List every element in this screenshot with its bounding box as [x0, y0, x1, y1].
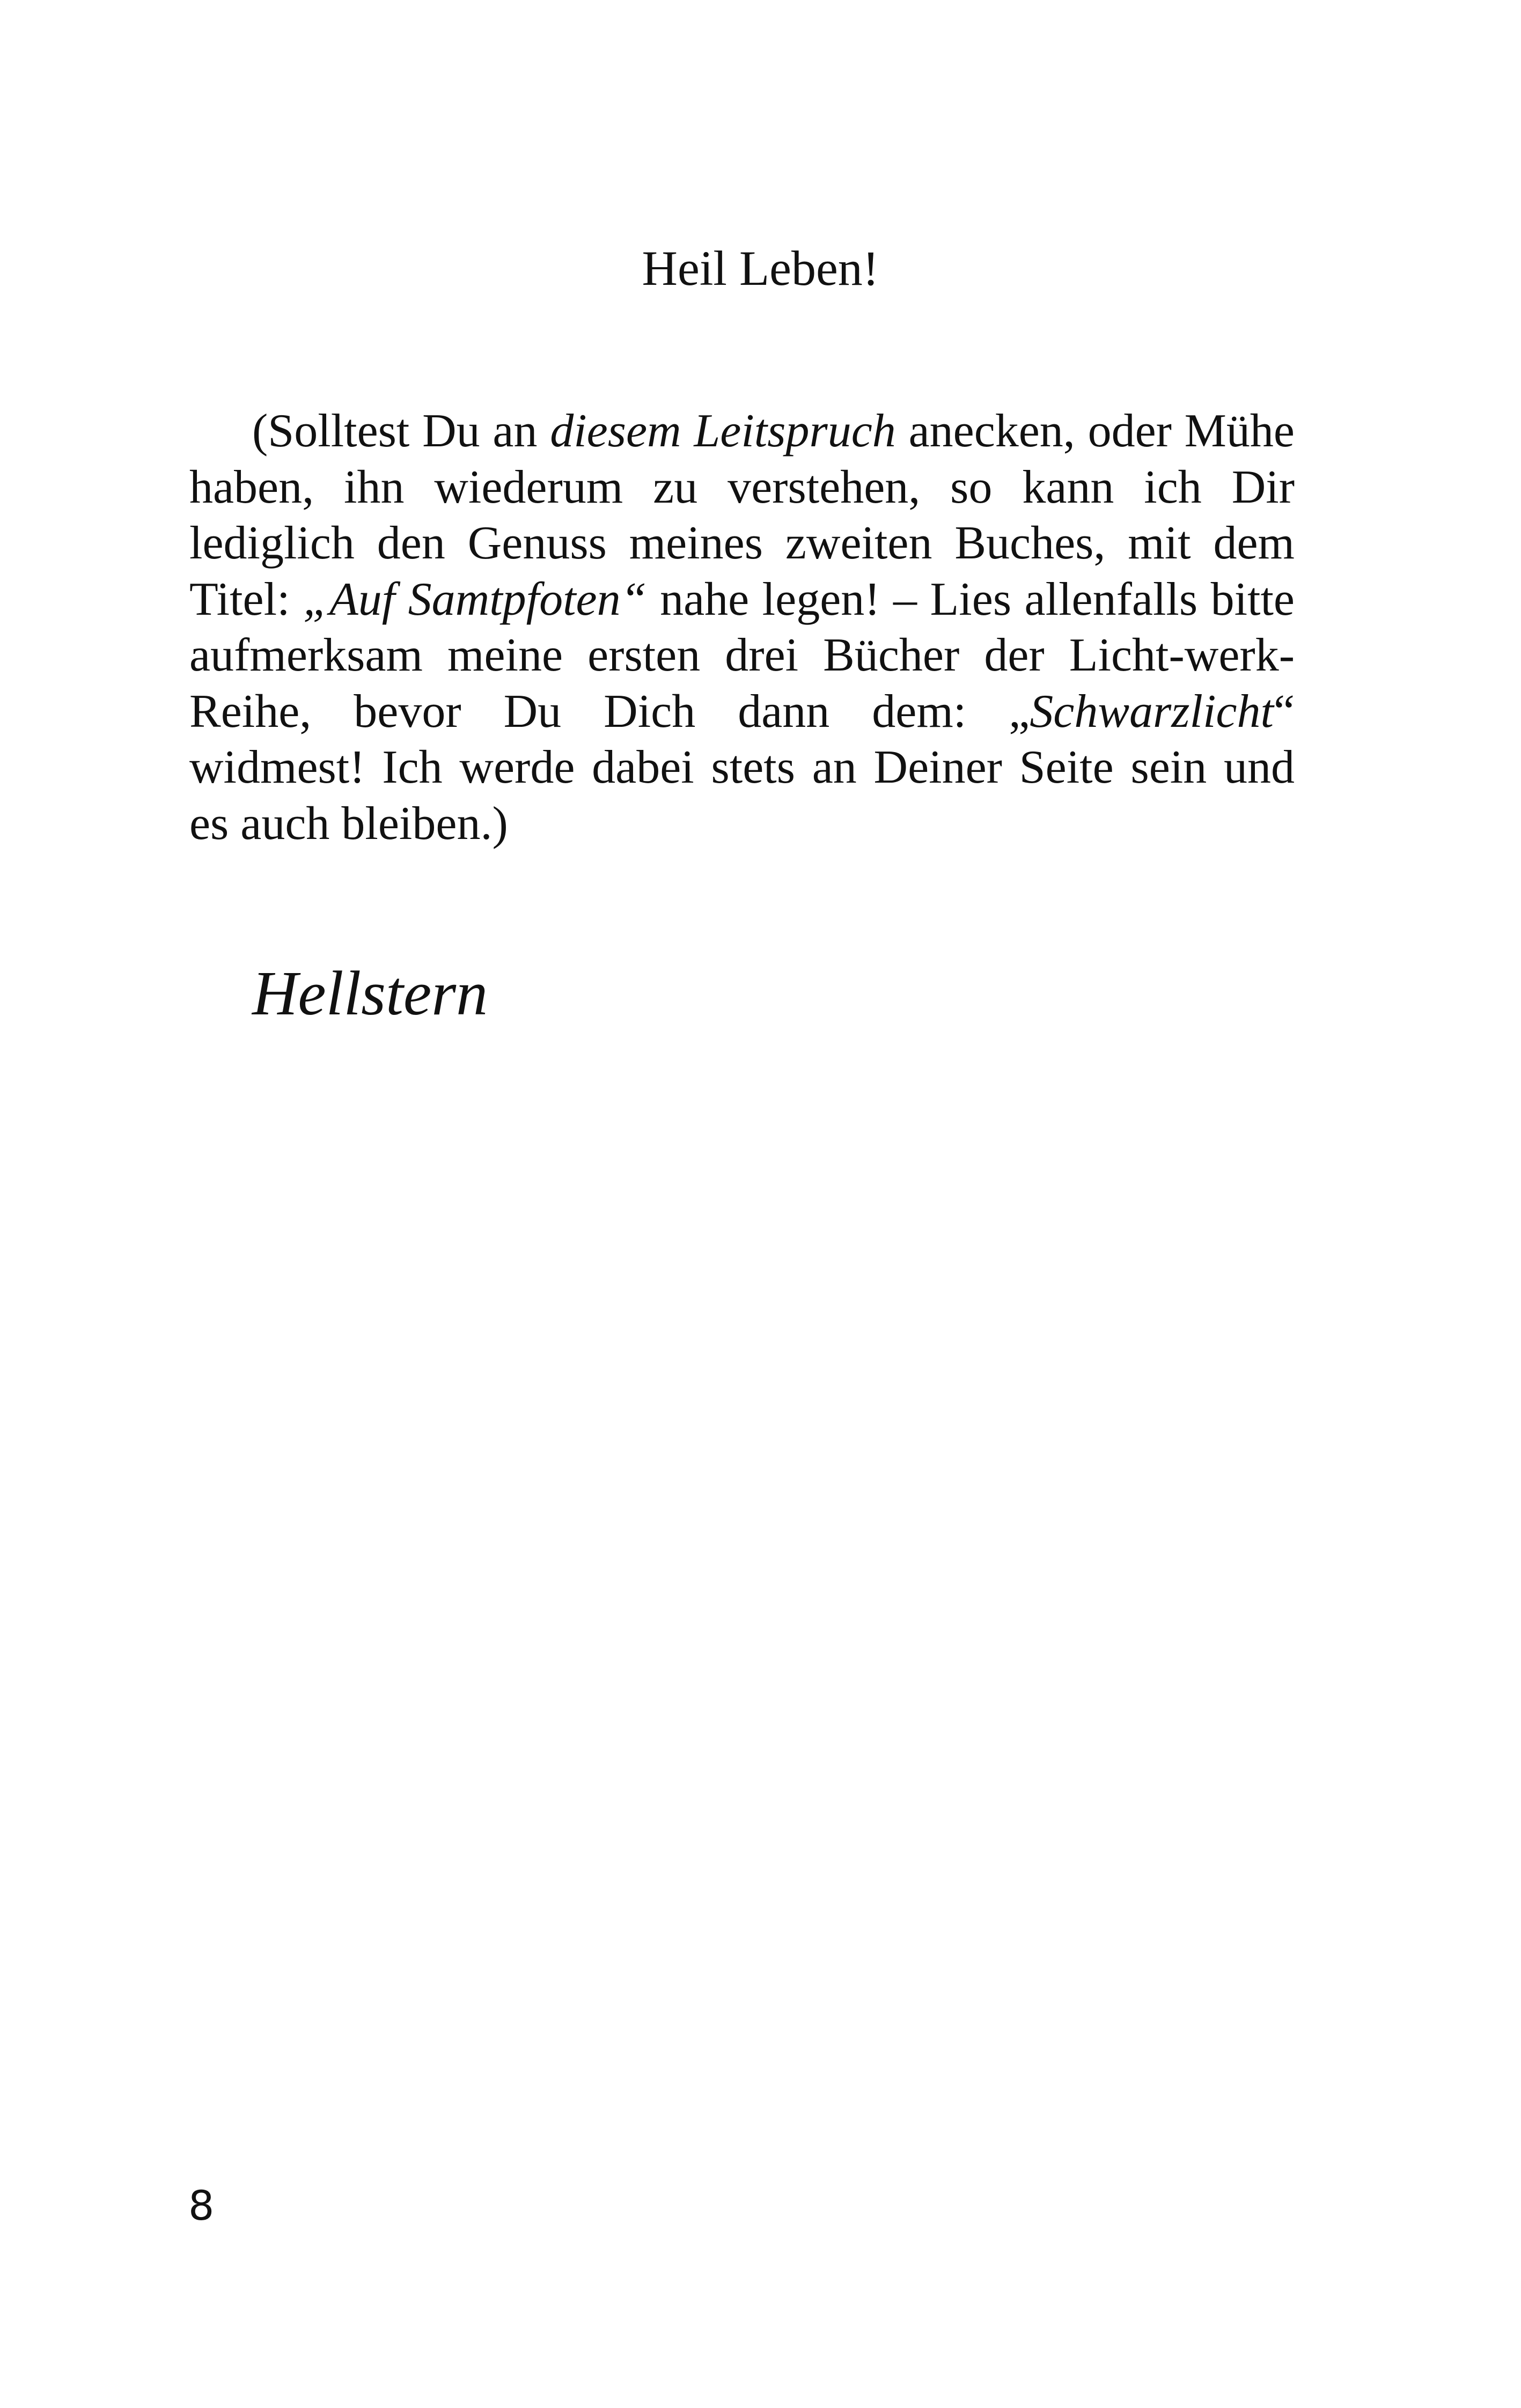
paragraph-emphasis-book-title: „Auf Samtpfoten“: [303, 573, 647, 625]
signature: Hellstern: [252, 958, 488, 1028]
paragraph-emphasis-leitspruch: diesem Leitspruch: [550, 405, 896, 457]
paragraph-text-3: nahe legen! – Lies allenfalls bitte aufmerksam meine ersten drei Bücher der Licht-werk-Reihe, bevor Du Dich dann dem: „: [189, 573, 1295, 738]
paragraph-emphasis-schwarzlicht: Schwarzlicht: [1030, 685, 1274, 738]
page-heading: Heil Leben!: [642, 241, 879, 296]
paragraph-text-4: “ widmest! Ich werde dabei stets an Deiner Seite sein und es auch bleiben.): [189, 685, 1295, 850]
page-number: 8: [188, 2182, 215, 2229]
body-paragraph: [189, 403, 1295, 852]
paragraph-text-1: (Solltest Du an: [252, 405, 550, 457]
paragraph-text-2: anecken, oder Mühe haben, ihn wiederum zu verstehen, so kann ich Dir lediglich den Genuss meines zweiten Buches, mit dem Titel:: [189, 405, 1295, 625]
